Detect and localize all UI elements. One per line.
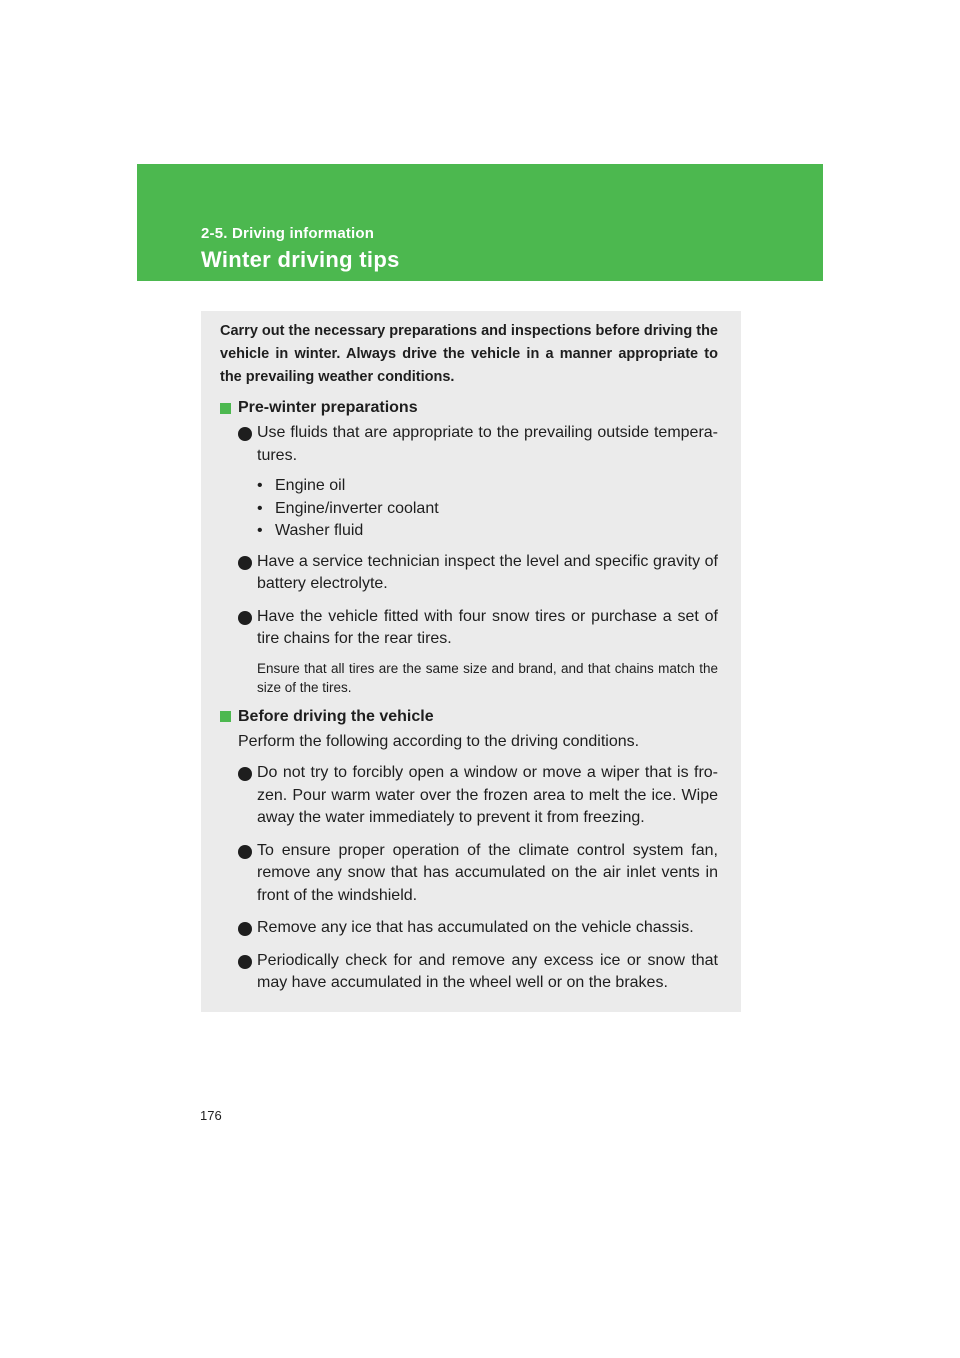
tires-bullet xyxy=(220,606,718,651)
battery-bullet-text: Have a service technician inspect the level and specific gravity of battery electrolyte. xyxy=(257,552,718,592)
wheel-well-bullet-text: Periodically check for and remove any excess ice or snow that may have accumulated in the wheel well or on the brakes. xyxy=(257,951,718,991)
square-bullet-icon xyxy=(220,403,231,414)
round-bullet-icon xyxy=(238,922,252,936)
page-number: 176 xyxy=(200,1108,222,1123)
round-bullet-icon xyxy=(238,556,252,570)
round-bullet-icon xyxy=(238,845,252,859)
before-driving-heading xyxy=(220,706,718,728)
section-label: 2-5. Driving information xyxy=(201,225,375,242)
tires-bullet-text: Have the vehicle fitted with four snow tires or purchase a set of tire chains for the rear tires. xyxy=(257,607,718,647)
wheel-well-bullet xyxy=(220,950,718,995)
battery-bullet xyxy=(220,551,718,596)
intro-paragraph: Carry out the necessary preparations and inspections before driving the vehicle in winter. Always drive the vehicle in a manner appropriate to the prevailing weather conditions. xyxy=(220,323,718,385)
chapter-header-band xyxy=(137,164,823,281)
fluids-bullet-text: Use fluids that are appropriate to the prevailing outside tempera-tures. xyxy=(257,424,718,464)
square-bullet-icon xyxy=(220,711,231,722)
list-item: • Washer fluid xyxy=(220,520,718,543)
list-item: • Engine/inverter coolant xyxy=(220,498,718,521)
content-inner xyxy=(220,320,718,1005)
round-bullet-icon xyxy=(238,767,252,781)
round-bullet-icon xyxy=(238,427,252,441)
content-box xyxy=(201,311,741,1012)
pre-winter-heading-text: Pre-winter preparations xyxy=(238,399,418,416)
page-title: Winter driving tips xyxy=(201,247,400,272)
climate-fan-bullet xyxy=(220,840,718,908)
before-driving-heading-text: Before driving the vehicle xyxy=(238,707,434,725)
round-bullet-icon xyxy=(238,955,252,969)
frozen-window-bullet xyxy=(220,762,718,830)
before-driving-lead: Perform the following according to the driving conditions. xyxy=(238,732,640,750)
middle-dot-icon: • xyxy=(257,499,263,517)
climate-fan-bullet-text: To ensure proper operation of the climate control system fan, remove any snow that has accumulated on the air inlet vents in front of the windshield. xyxy=(257,841,718,904)
pre-winter-heading xyxy=(220,397,718,419)
chassis-ice-bullet xyxy=(220,917,718,940)
fluids-bullet xyxy=(220,422,718,467)
round-bullet-icon xyxy=(238,611,252,625)
list-item: • Engine oil xyxy=(220,475,718,498)
fluids-list xyxy=(220,475,718,543)
chassis-ice-bullet-text: Remove any ice that has accumulated on the vehicle chassis. xyxy=(257,919,694,936)
frozen-window-bullet-text: Do not try to forcibly open a window or move a wiper that is fro-zen. Pour warm water over the frozen area to melt the ice. Wipe away the water immediately to prevent it from freezing. xyxy=(257,764,718,826)
middle-dot-icon: • xyxy=(257,477,263,494)
middle-dot-icon: • xyxy=(257,522,263,539)
tires-note: Ensure that all tires are the same size and brand, and that chains match the size of the tires. xyxy=(257,660,718,695)
